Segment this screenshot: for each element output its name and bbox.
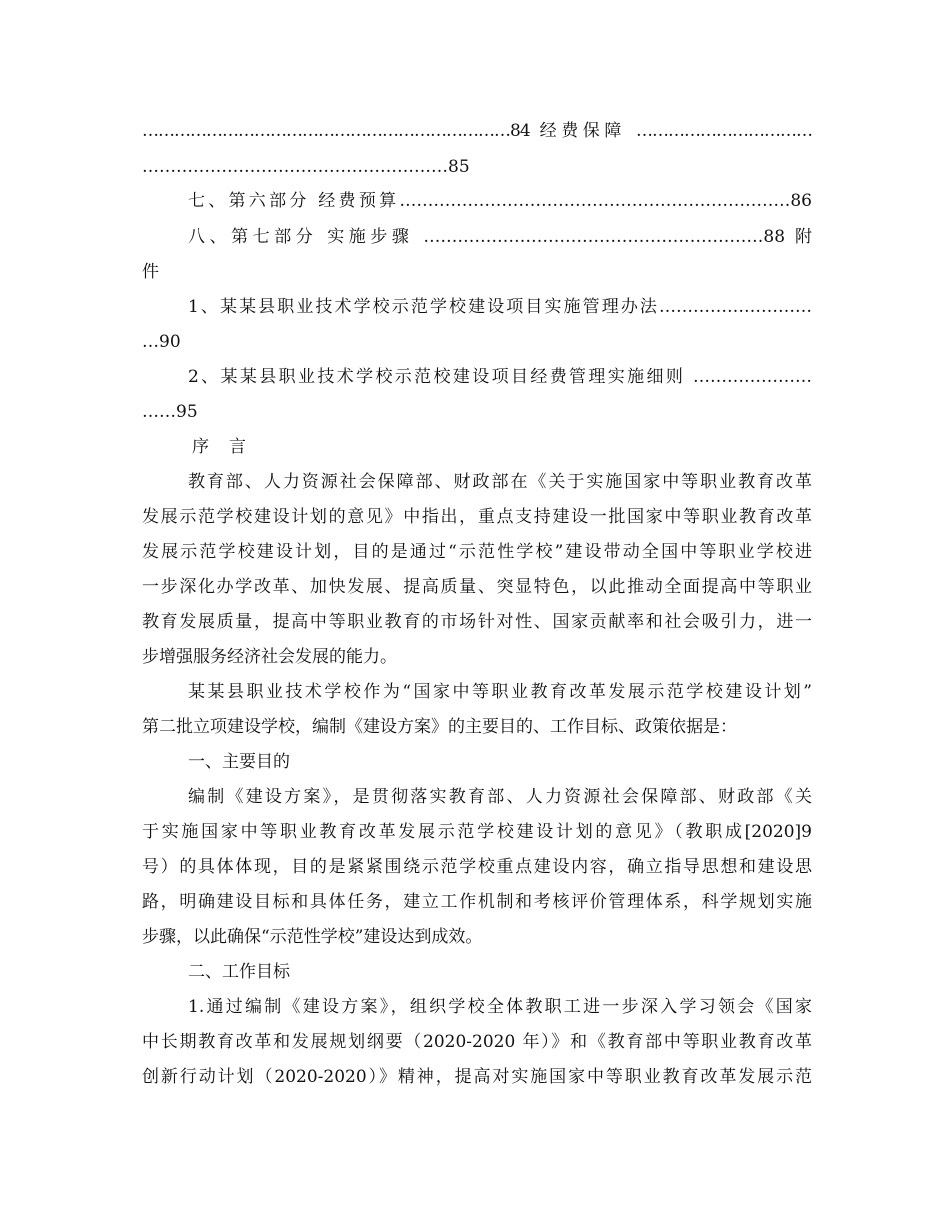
paragraph-line: 路，明确建设目标和具体任务，建立工作机制和考核评价管理体系，科学规划实施 [142, 892, 812, 912]
section-heading-purpose: 一、主要目的 [188, 752, 290, 772]
paragraph-line: 中长期教育改革和发展规划纲要（2020-2020 年）》和《教育部中等职业教育改革 [142, 1032, 812, 1052]
toc-line-85: ………………………………………………85 [142, 157, 470, 177]
toc-line-90: 1、某某县职业技术学校示范学校建设项目实施管理办法……………………… [188, 297, 812, 317]
paragraph-line: 某某县职业技术学校作为“国家中等职业教育改革发展示范学校建设计划” [188, 682, 812, 702]
toc-line-95: 2、某某县职业技术学校示范校建设项目经费管理实施细则 ………………… [188, 367, 812, 387]
toc-line-attachment: 件 [142, 262, 159, 282]
preface-title-char-1: 序 [192, 437, 209, 457]
paragraph-line: 教育部、人力资源社会保障部、财政部在《关于实施国家中等职业教育改革 [188, 472, 812, 492]
toc-line-84: ……………………………………………………………84 经费保障 …………………………… [142, 121, 812, 141]
paragraph-line: 步增强服务经济社会发展的能力。 [142, 647, 397, 667]
toc-line-95-cont: ……95 [142, 402, 198, 422]
section-heading-goals: 二、工作目标 [188, 962, 290, 982]
paragraph-line: 步骤，以此确保“示范性学校”建设达到成效。 [142, 927, 483, 947]
paragraph-line: 于实施国家中等职业教育改革发展示范学校建设计划的意见》（教职成[2020]9 [142, 822, 812, 842]
toc-line-90-cont: …90 [142, 332, 181, 352]
paragraph-line: 第二批立项建设学校，编制《建设方案》的主要目的、工作目标、政策依据是： [142, 717, 737, 737]
toc-line-86: 七、第六部分 经费预算……………………………………………………………86 [188, 191, 812, 211]
paragraph-line: 一步深化办学改革、加快发展、提高质量、突显特色，以此推动全面提高中等职业 [142, 577, 812, 597]
paragraph-line: 1.通过编制《建设方案》，组织学校全体教职工进一步深入学习领会《国家 [188, 997, 812, 1017]
paragraph-line: 发展示范学校建设计划的意见》中指出，重点支持建设一批国家中等职业教育改革 [142, 507, 812, 527]
paragraph-line: 创新行动计划（2020-2020）》精神，提高对实施国家中等职业教育改革发展示范 [142, 1067, 812, 1087]
toc-line-88: 八、第七部分 实施步骤 ……………………………………………………88 附 [188, 227, 812, 247]
paragraph-line: 编制《建设方案》，是贯彻落实教育部、人力资源社会保障部、财政部《关 [188, 787, 812, 807]
paragraph-line: 教育发展质量，提高中等职业教育的市场针对性、国家贡献率和社会吸引力，进一 [142, 612, 812, 632]
preface-title-char-2: 言 [229, 437, 246, 457]
preface-title [192, 436, 392, 458]
paragraph-line: 号）的具体体现，目的是紧紧围绕示范学校重点建设内容，确立指导思想和建设思 [142, 857, 812, 877]
paragraph-line: 发展示范学校建设计划，目的是通过“示范性学校”建设带动全国中等职业学校进 [142, 542, 812, 562]
